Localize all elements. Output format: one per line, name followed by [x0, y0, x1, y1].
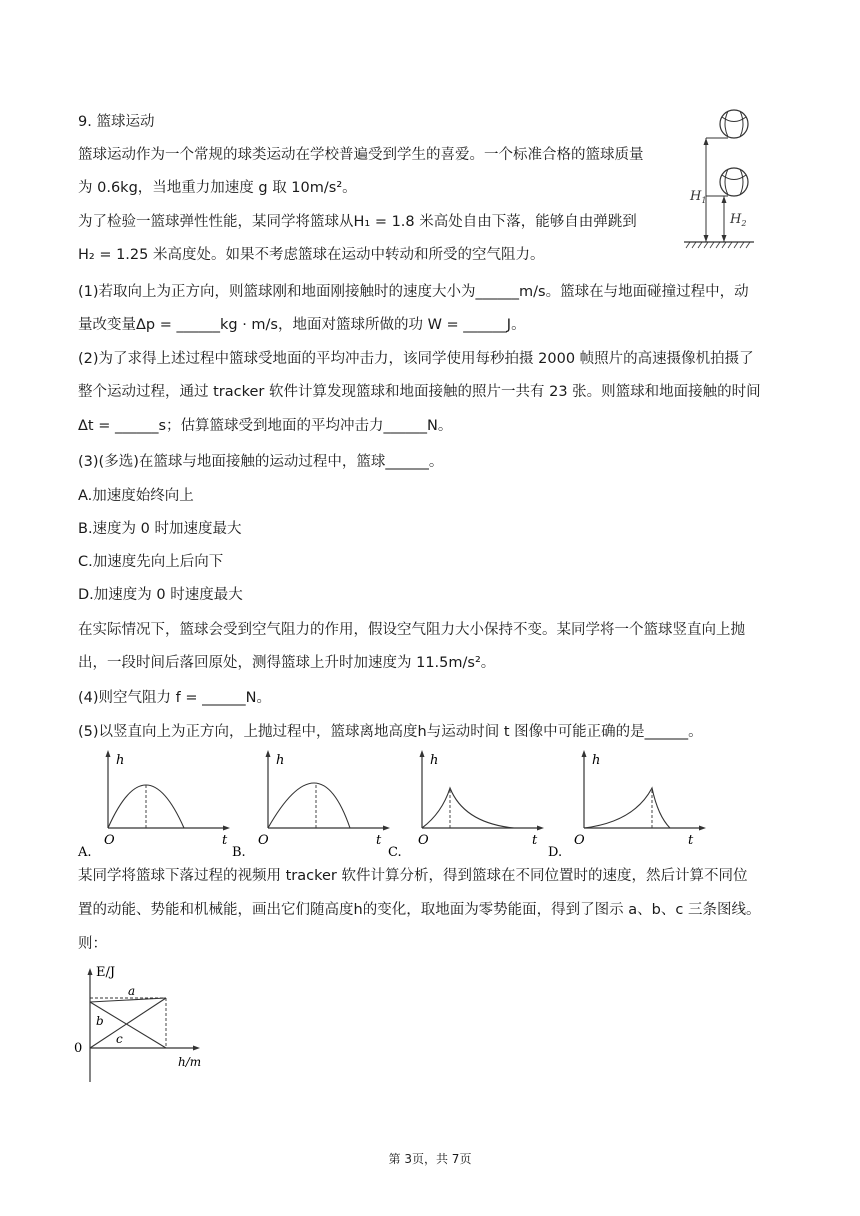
text-line: 篮球运动作为一个常规的球类运动在学校普遍受到学生的喜爱。一个标准合格的篮球质量 — [78, 147, 644, 163]
graph-x-label: t — [532, 833, 538, 848]
text-line: (1)若取向上为正方向，则篮球刚和地面刚接触时的速度大小为______m/s。篮球在与地面碰撞过程中，动 — [78, 284, 749, 300]
graph-origin: O — [574, 833, 585, 848]
graph-x-label: t — [222, 833, 228, 848]
text-line: Δt = ______s；估算篮球受到地面的平均冲击力______N。 — [78, 418, 453, 434]
text-line: (5)以竖直向上为正方向，上抛过程中，篮球离地高度h与运动时间 t 图像中可能正确的是______。 — [78, 724, 703, 740]
text-line: (3)(多选)在篮球与地面接触的运动过程中，篮球______。 — [78, 454, 444, 470]
energy-y-label: E/J — [96, 965, 116, 980]
page-footer: 第 3页，共 7页 — [388, 1152, 472, 1166]
graph-origin: O — [418, 833, 429, 848]
text-line: 为 0.6kg，当地重力加速度 g 取 10m/s²。 — [78, 180, 357, 196]
text-line: 在实际情况下，篮球会受到空气阻力的作用，假设空气阻力大小保持不变。某同学将一个篮球竖直向上抛 — [78, 622, 745, 638]
graph-origin: O — [258, 833, 269, 848]
text-line: 量改变量Δp = ______kg · m/s，地面对篮球所做的功 W = ______J。 — [78, 317, 526, 333]
text-line: (4)则空气阻力 f = ______N。 — [78, 690, 271, 706]
h1-label: $H_1$ — [690, 189, 707, 205]
h2-label: $H_2$ — [730, 212, 747, 228]
curve-b-label: b — [96, 1014, 104, 1028]
energy-graph — [70, 962, 230, 1084]
option-b: B.速度为 0 时加速度最大 — [78, 521, 242, 537]
text-line: H₂ = 1.25 米高度处。如果不考虑篮球在运动中转动和所受的空气阻力。 — [78, 247, 545, 263]
energy-x-label: h/m — [178, 1055, 202, 1069]
graph-d — [548, 748, 722, 860]
text-line: 某同学将篮球下落过程的视频用 tracker 软件计算分析，得到篮球在不同位置时的速度，然后计算不同位 — [78, 868, 748, 884]
option-a: A.加速度始终向上 — [78, 488, 194, 504]
text-line: 为了检验一篮球弹性性能，某同学将篮球从H₁ = 1.8 米高处自由下落，能够自由弹跳到 — [78, 214, 637, 230]
option-c: C.加速度先向上后向下 — [78, 554, 224, 570]
graph-x-label: t — [688, 833, 694, 848]
graph-y-label: h — [276, 753, 285, 768]
curve-c-label: c — [116, 1032, 123, 1046]
graph-c — [388, 748, 563, 860]
graph-option-label: C. — [388, 845, 402, 860]
graph-x-label: t — [376, 833, 382, 848]
graph-y-label: h — [430, 753, 439, 768]
option-d: D.加速度为 0 时速度最大 — [78, 587, 243, 603]
text-line: 出，一段时间后落回原处，测得篮球上升时加速度为 11.5m/s²。 — [78, 655, 496, 671]
text-line: 置的动能、势能和机械能，画出它们随高度h的变化，取地面为零势能面，得到了图示 a、b、c 三条图线。 — [78, 902, 761, 918]
energy-origin: 0 — [74, 1041, 83, 1056]
ball-drop-figure — [684, 108, 764, 250]
graph-option-label: A. — [78, 845, 92, 860]
graph-origin: O — [104, 833, 115, 848]
question-title: 9. 篮球运动 — [78, 114, 155, 130]
graph-b — [232, 748, 406, 860]
text-line: (2)为了求得上述过程中篮球受地面的平均冲击力，该同学使用每秒拍摄 2000 帧照片的高速摄像机拍摄了 — [78, 351, 754, 367]
graph-y-label: h — [116, 753, 125, 768]
graph-a — [76, 748, 246, 860]
text-line: 整个运动过程，通过 tracker 软件计算发现篮球和地面接触的照片一共有 23 张。则篮球和地面接触的时间 — [78, 384, 761, 400]
text-line: 则： — [78, 936, 107, 952]
graph-y-label: h — [592, 753, 601, 768]
graph-option-label: B. — [232, 845, 246, 860]
graph-option-label: D. — [548, 845, 563, 860]
curve-a-label: a — [128, 984, 136, 998]
